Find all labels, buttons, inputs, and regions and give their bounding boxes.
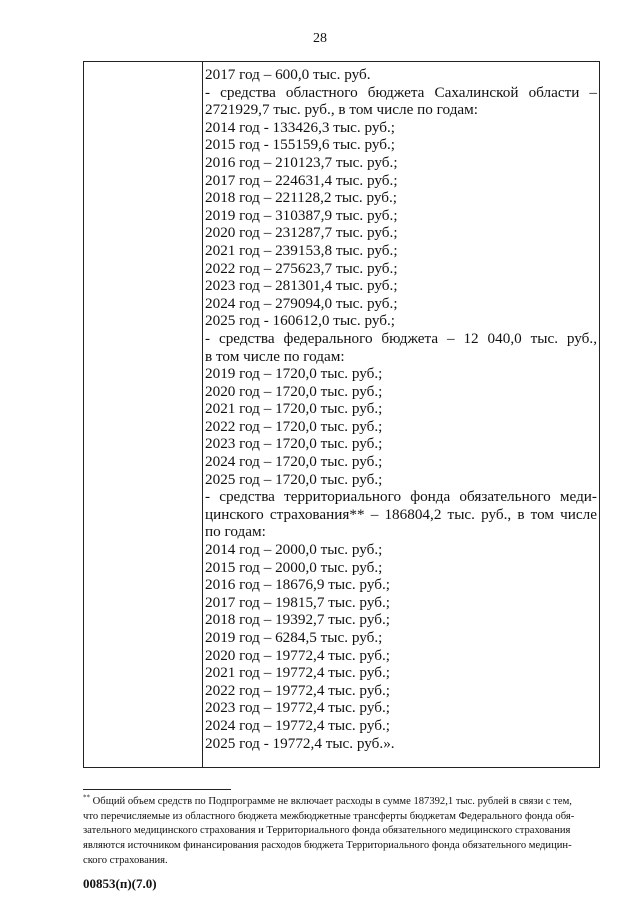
cell-line: 2025 год - 160612,0 тыс. руб.;	[205, 312, 396, 330]
footnote	[83, 795, 600, 869]
cell-line: - средства территориального фонда обязательного меди-	[205, 488, 597, 506]
cell-line: 2018 год – 221128,2 тыс. руб.;	[205, 189, 397, 207]
cell-line: 2024 год – 279094,0 тыс. руб.;	[205, 294, 398, 312]
budget-table	[83, 61, 600, 768]
cell-line: - средства федерального бюджета – 12 040,0 тыс. руб.,	[205, 329, 597, 347]
cell-line: цинского страхования** – 186804,2 тыс. руб., в том числе	[205, 505, 597, 523]
cell-line: 2023 год – 19772,4 тыс. руб.;	[205, 699, 390, 717]
cell-line: 2020 год – 1720,0 тыс. руб.;	[205, 382, 383, 400]
cell-line: 2016 год – 210123,7 тыс. руб.;	[205, 153, 398, 171]
cell-line: 2022 год – 275623,7 тыс. руб.;	[205, 259, 398, 277]
footnote-text: Общий объем средств по Подпрограмме не включает расходы в сумме 187392,1 тыс. рублей в связи с тем,	[92, 796, 572, 807]
footnote-text: зательного медицинского страхования и Территориального фонда обязательного медицинского страхования	[83, 825, 571, 837]
cell-line: 2018 год – 19392,7 тыс. руб.;	[205, 611, 390, 629]
footnote-line	[83, 824, 600, 839]
cell-line: 2023 год – 1720,0 тыс. руб.;	[205, 435, 383, 453]
cell-line: 2022 год – 19772,4 тыс. руб.;	[205, 681, 390, 699]
footnote-marker: **	[83, 793, 90, 802]
cell-line: 2019 год – 6284,5 тыс. руб.;	[205, 629, 383, 646]
footnote-text: что перечисляемые из областного бюджета межбюджетные трансферты бюджетам Федерального фонда обя-	[83, 810, 575, 822]
cell-line: 2024 год – 1720,0 тыс. руб.;	[205, 453, 383, 471]
page-number: 28	[313, 31, 327, 46]
cell-line: 2024 год – 19772,4 тыс. руб.;	[205, 716, 390, 734]
cell-line: 2015 год – 2000,0 тыс. руб.;	[205, 558, 383, 576]
financing-cell	[205, 66, 597, 752]
cell-line: 2017 год – 600,0 тыс. руб.	[205, 66, 371, 83]
cell-line: 2016 год – 18676,9 тыс. руб.;	[205, 576, 390, 594]
cell-line: 2014 год - 133426,3 тыс. руб.;	[205, 118, 396, 136]
footnote-line	[83, 810, 600, 825]
cell-line: 2019 год – 1720,0 тыс. руб.;	[205, 365, 383, 383]
cell-line: 2021 год – 239153,8 тыс. руб.;	[205, 241, 398, 259]
document-code: 00853(п)(7.0)	[83, 876, 157, 891]
cell-line: 2025 год – 1720,0 тыс. руб.;	[205, 470, 383, 488]
cell-line: 2015 год - 155159,6 тыс. руб.;	[205, 136, 396, 154]
cell-line: 2019 год – 310387,9 тыс. руб.;	[205, 206, 398, 224]
footnote-line	[83, 854, 600, 869]
cell-line: 2021 год – 19772,4 тыс. руб.;	[205, 664, 390, 682]
cell-line: 2020 год – 231287,7 тыс. руб.;	[205, 224, 398, 242]
footnote-text: являются источником финансирования расходов бюджета Территориального фонда обязательного медицин-	[83, 840, 572, 852]
cell-line: по годам:	[205, 523, 266, 541]
cell-line: 2023 год – 281301,4 тыс. руб.;	[205, 277, 398, 295]
cell-line: 2721929,7 тыс. руб., в том числе по годам:	[205, 101, 478, 119]
cell-line: 2017 год – 224631,4 тыс. руб.;	[205, 171, 398, 189]
footnote-rule	[83, 789, 231, 790]
cell-line: 2017 год – 19815,7 тыс. руб.;	[205, 593, 390, 611]
footnote-text: ского страхования.	[83, 854, 168, 866]
cell-line: 2020 год – 19772,4 тыс. руб.;	[205, 646, 390, 664]
cell-line: 2021 год – 1720,0 тыс. руб.;	[205, 400, 383, 418]
cell-line: 2025 год - 19772,4 тыс. руб.».	[205, 734, 395, 752]
column-divider	[202, 62, 203, 767]
footnote-line	[83, 795, 600, 810]
cell-line: 2014 год – 2000,0 тыс. руб.;	[205, 541, 383, 559]
cell-line: - средства областного бюджета Сахалинской области –	[205, 83, 597, 101]
cell-line: 2022 год – 1720,0 тыс. руб.;	[205, 417, 383, 435]
footnote-line	[83, 839, 600, 854]
cell-line: в том числе по годам:	[205, 347, 345, 365]
